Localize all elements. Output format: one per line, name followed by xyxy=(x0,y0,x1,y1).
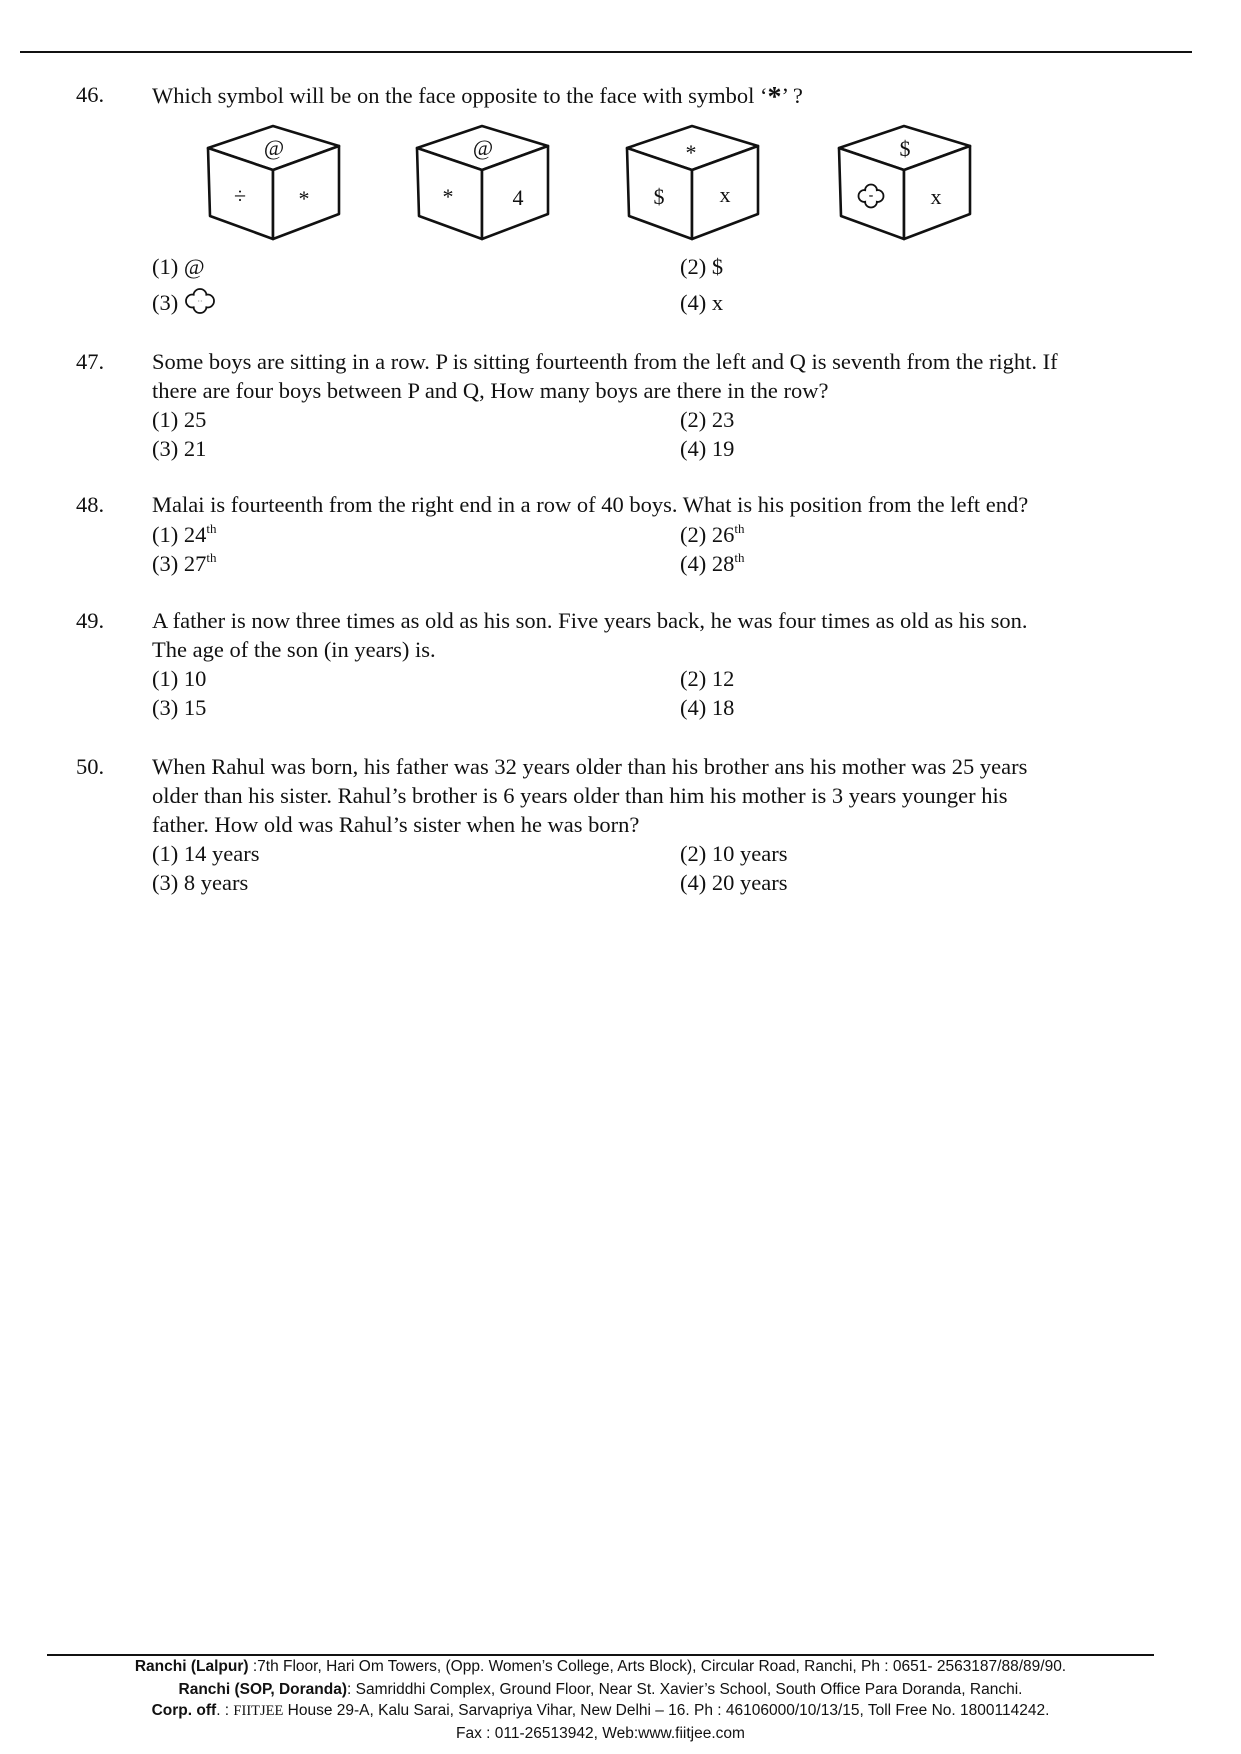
quatrefoil-icon xyxy=(184,288,216,314)
question-text-line: A father is now three times as old as his son. Five years back, he was four times as old as his son. xyxy=(152,608,1028,633)
option-3 xyxy=(152,549,217,578)
option-1 xyxy=(152,520,217,549)
ordinal-suffix: th xyxy=(206,550,217,565)
question-text-part: Which symbol will be on the face opposite to the face with symbol ‘ xyxy=(152,83,768,108)
footer-office-name: Corp. off xyxy=(151,1702,217,1719)
question-text-part: ’ ? xyxy=(781,83,803,108)
ordinal-suffix: th xyxy=(734,521,745,536)
footer-address-text: . : xyxy=(216,1702,234,1719)
question-text-line: Some boys are sitting in a row. P is sitting fourteenth from the left and Q is seventh from the right. If xyxy=(152,349,1058,374)
option-4: (4) x xyxy=(680,290,724,315)
ordinal-suffix: th xyxy=(734,550,745,565)
question-text xyxy=(152,80,803,113)
question-number: 49. xyxy=(76,608,105,633)
option-label: (3) xyxy=(152,290,179,315)
cube-figure-3 xyxy=(625,124,761,242)
option-1: (1) @ xyxy=(152,254,205,279)
cube-figure-1 xyxy=(206,124,342,242)
question-text-line: father. How old was Rahul’s sister when he was born? xyxy=(152,812,640,837)
question-text-line: there are four boys between P and Q, How many boys are there in the row? xyxy=(152,378,829,403)
option-2: (2) 23 xyxy=(680,407,735,432)
cube-figure-2 xyxy=(415,124,551,242)
star-symbol: * xyxy=(767,82,782,113)
cube-top-symbol: @ xyxy=(263,135,285,160)
question-number: 46. xyxy=(76,82,105,107)
option-2: (2) 10 years xyxy=(680,841,788,866)
footer-address-text: : Samriddhi Complex, Ground Floor, Near St. Xavier’s School, South Office Para Doranda, Ranchi. xyxy=(347,1681,1023,1698)
header-rule xyxy=(20,51,1192,53)
question-number: 50. xyxy=(76,754,105,779)
question-text-line: older than his sister. Rahul’s brother is 6 years older than him his mother is 3 years younger his xyxy=(152,783,1008,808)
option-label: (1) 24 xyxy=(152,522,207,547)
option-label: (3) 27 xyxy=(152,551,207,576)
question-number: 47. xyxy=(76,349,105,374)
footer-address-text: House 29-A, Kalu Sarai, Sarvapriya Vihar, New Delhi – 16. Ph : 46106000/10/13/15, Toll Free No. 1800114242. xyxy=(283,1702,1050,1719)
option-1: (1) 25 xyxy=(152,407,207,432)
cube-figure-4 xyxy=(837,124,973,242)
footer-contact-line: Fax : 011-26513942, Web:www.fiitjee.com xyxy=(456,1725,745,1742)
option-2: (2) $ xyxy=(680,254,724,279)
option-2: (2) 12 xyxy=(680,666,735,691)
footer-office-name: Ranchi (SOP, Doranda) xyxy=(178,1681,348,1698)
footer-brand-name: FIITJEE xyxy=(233,1703,284,1719)
cube-right-symbol: x xyxy=(930,184,942,209)
option-3 xyxy=(152,288,216,317)
question-text-line: Malai is fourteenth from the right end in a row of 40 boys. What is his position from the left end? xyxy=(152,492,1029,517)
question-text-line: When Rahul was born, his father was 32 years older than his brother ans his mother was 25 years xyxy=(152,754,1028,779)
cube-left-symbol: ÷ xyxy=(233,183,247,208)
footer-address-line xyxy=(47,1679,1154,1701)
question-number: 48. xyxy=(76,492,105,517)
option-2 xyxy=(680,520,745,549)
footer-address-line xyxy=(47,1700,1154,1722)
footer-address-text: :7th Floor, Hari Om Towers, (Opp. Women’s College, Arts Block), Circular Road, Ranchi, Ph : 0651- 2563187/88/89/90. xyxy=(248,1658,1067,1675)
option-3: (3) 15 xyxy=(152,695,207,720)
cube-left-symbol: $ xyxy=(653,184,665,209)
ordinal-suffix: th xyxy=(206,521,217,536)
option-1: (1) 10 xyxy=(152,666,207,691)
cube-top-symbol: * xyxy=(685,140,697,165)
cube-right-symbol: 4 xyxy=(512,185,524,210)
cube-right-symbol: x xyxy=(719,182,731,207)
option-4 xyxy=(680,549,745,578)
option-label: (2) 26 xyxy=(680,522,735,547)
cube-left-symbol: * xyxy=(442,184,454,209)
option-4: (4) 20 years xyxy=(680,870,788,895)
option-4: (4) 19 xyxy=(680,436,735,461)
footer-office-name: Ranchi (Lalpur) xyxy=(134,1658,249,1675)
footer-address-line xyxy=(47,1656,1154,1678)
option-1: (1) 14 years xyxy=(152,841,260,866)
option-4: (4) 18 xyxy=(680,695,735,720)
question-text-line: The age of the son (in years) is. xyxy=(152,637,436,662)
option-3: (3) 21 xyxy=(152,436,207,461)
option-label: (4) 28 xyxy=(680,551,735,576)
cube-right-symbol: * xyxy=(298,186,310,211)
cube-top-symbol: @ xyxy=(472,135,494,160)
cube-top-symbol: $ xyxy=(899,136,911,161)
option-3: (3) 8 years xyxy=(152,870,249,895)
